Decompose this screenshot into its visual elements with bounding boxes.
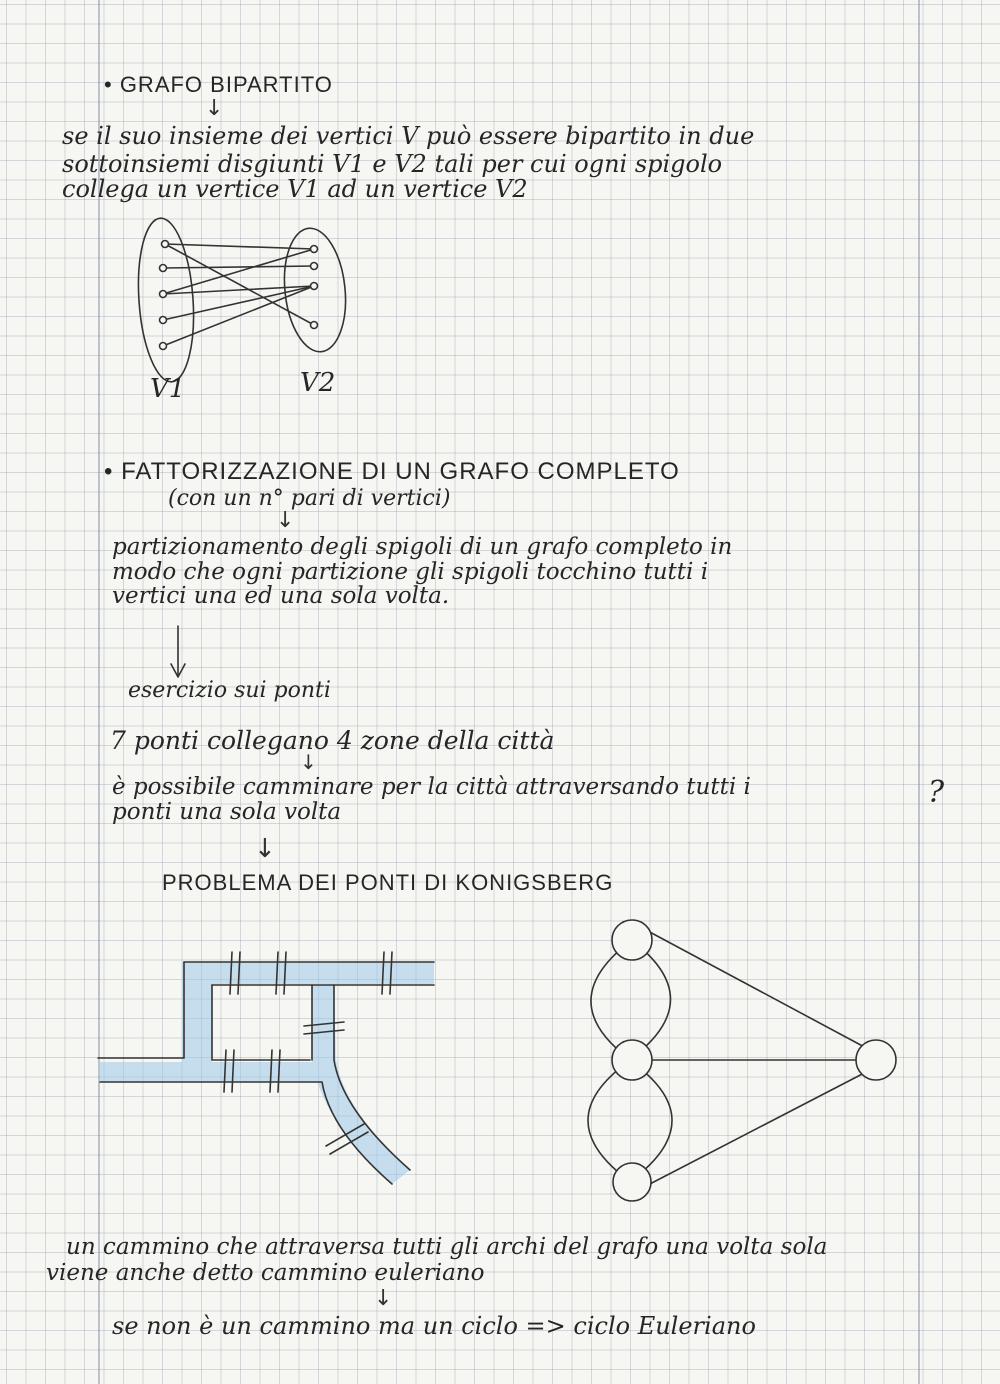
down-arrow-icon: ↓ [205,96,224,121]
down-arrow-icon: ↓ [300,750,317,774]
down-arrow-icon: ↓ [374,1286,393,1311]
exercise-label: esercizio sui ponti [128,678,331,703]
factorization-subtitle: (con un n° pari di vertici) [168,486,451,511]
bipartite-title: • GRAFO BIPARTITO [104,72,333,97]
factorization-def-line1: partizionamento degli spigoli di un grafo completo in [112,534,733,560]
graph-vertex-north [612,920,652,960]
graph-vertex-south [613,1163,651,1201]
bridges-statement: 7 ponti collegano 4 zone della città [110,726,555,755]
factorization-def-line2: modo che ogni partizione gli spigoli tocchino tutti i [112,559,709,585]
bipartite-def-line1: se il suo insieme dei vertici V può essere bipartito in due [62,122,755,150]
down-arrow-icon: ↓ [276,508,295,533]
bridges-question-line2: ponti una sola volta [112,799,342,825]
bipartite-def-line3: collega un vertice V1 ad un vertice V2 [62,175,528,203]
bridges-question-line1: è possibile camminare per la città attraversando tutti i [112,774,751,800]
eulerian-def-line1: un cammino che attraversa tutti gli archi del grafo una volta sola [66,1234,828,1260]
bipartite-def-line2: sottoinsiemi disgiunti V1 e V2 tali per cui ogni spigolo [62,150,723,178]
factorization-title: • FATTORIZZAZIONE DI UN GRAFO COMPLETO [104,458,680,485]
graph-vertex-island [612,1040,652,1080]
graph-vertex-east [856,1040,896,1080]
down-arrow-icon: ↓ [254,834,276,864]
eulerian-def-line2: viene anche detto cammino euleriano [46,1260,485,1286]
eulerian-cycle-line: se non è un cammino ma un ciclo => ciclo Euleriano [112,1312,756,1340]
question-mark: ? [928,775,945,810]
konigsberg-title: PROBLEMA DEI PONTI DI KONIGSBERG [162,870,614,895]
factorization-def-line3: vertici una ed una sola volta. [112,583,450,609]
v2-label: V2 [300,368,336,398]
v1-label: V1 [150,374,186,404]
